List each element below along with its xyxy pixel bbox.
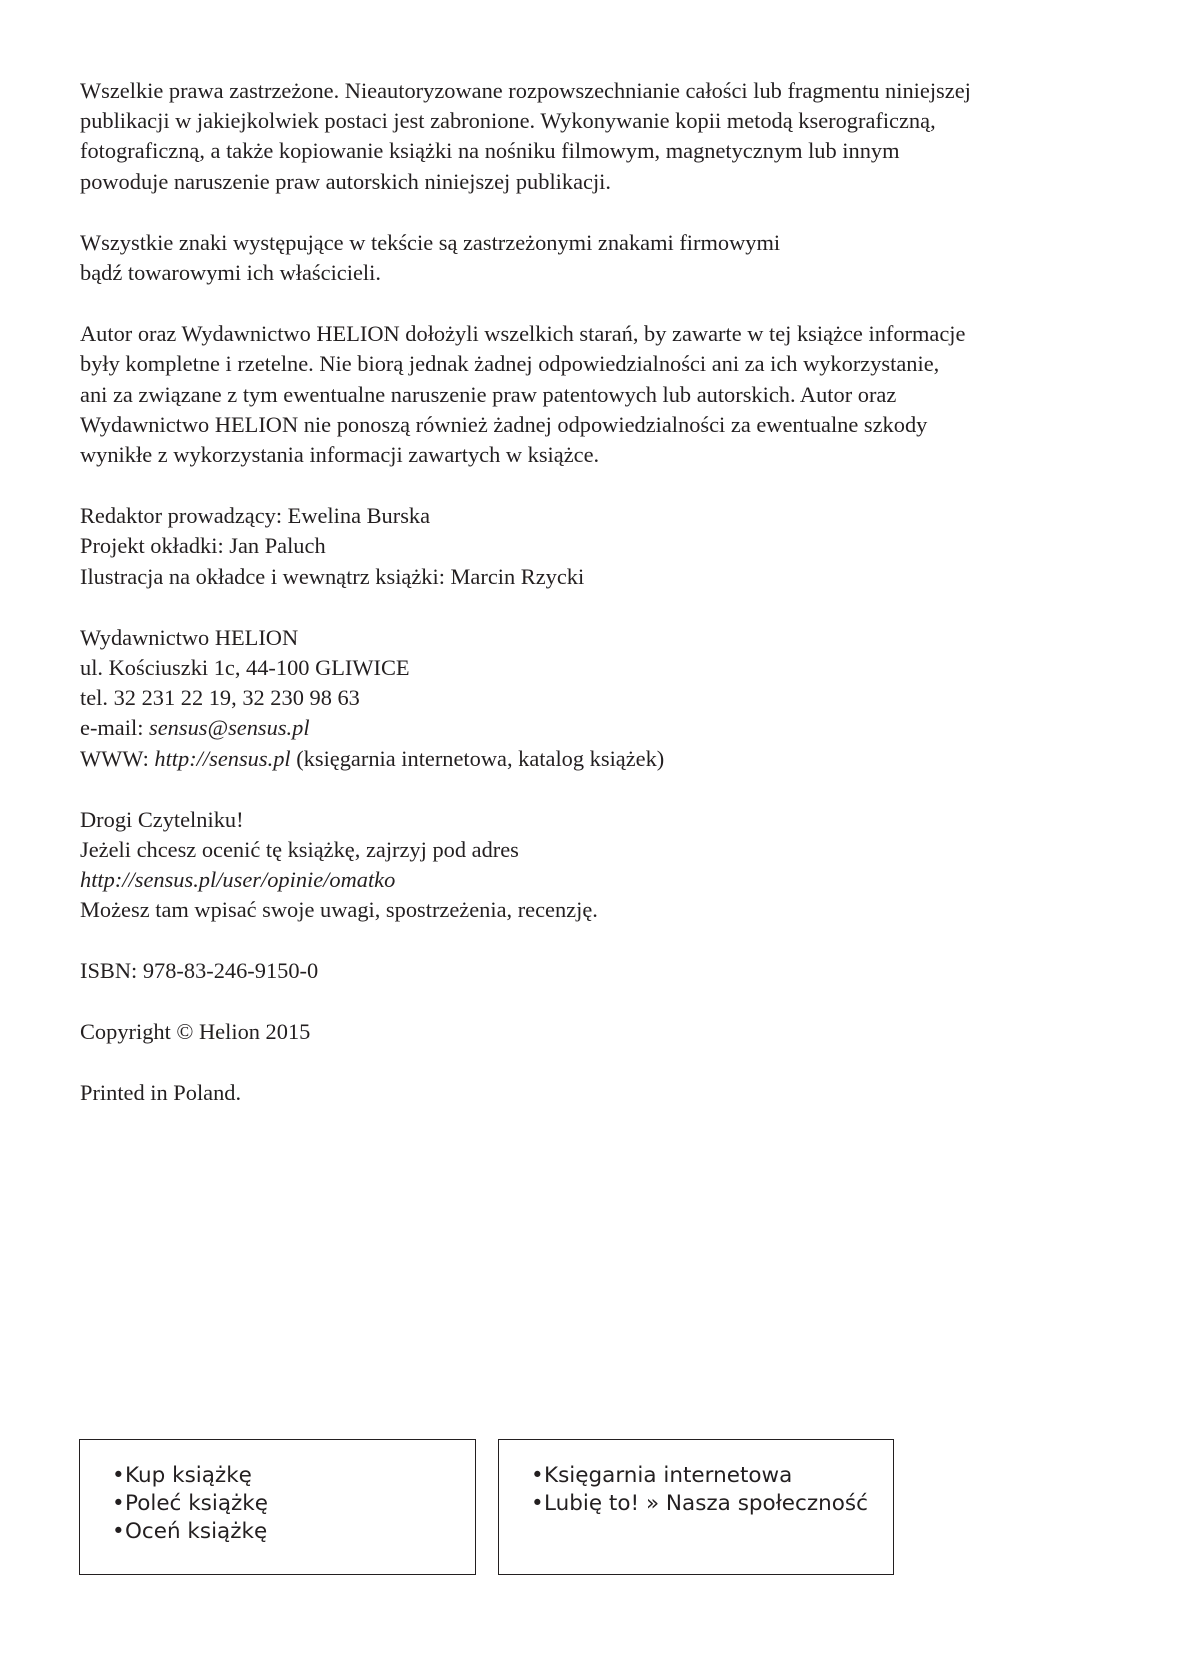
text-line: Wszystkie znaki występujące w tekście są zastrzeżonymi znakami firmowymi: [80, 229, 781, 255]
liability-notice: [80, 319, 1130, 470]
imprint-page: [80, 76, 1130, 1108]
text-line: Wszelkie prawa zastrzeżone. Nieautoryzowane rozpowszechnianie całości lub fragmentu niniejszej: [80, 78, 971, 103]
publisher-name: Wydawnictwo HELION: [80, 624, 299, 650]
online-bookstore-link[interactable]: [531, 1462, 893, 1490]
review-link[interactable]: http://sensus.pl/user/opinie/omatko: [80, 867, 396, 893]
printed-in: [80, 1078, 1130, 1108]
paragraph-gap: [80, 926, 1130, 956]
paragraph-gap: [80, 470, 1130, 501]
copyright: [80, 1017, 1130, 1047]
book-actions-box: [79, 1439, 476, 1575]
book-actions-list: [80, 1440, 475, 1546]
printed-text: Printed in Poland.: [80, 1080, 242, 1106]
publisher-email-line: [80, 713, 1130, 743]
paragraph-gap: [80, 1047, 1130, 1078]
buy-book-link[interactable]: [112, 1462, 475, 1490]
recommend-book-link[interactable]: [112, 1490, 475, 1518]
text-line: ani za związane z tym ewentualne naruszenie praw patentowych lub autorskich. Autor oraz: [80, 381, 897, 407]
text-line: fotograficzną, a także kopiowanie książki na nośniku filmowym, magnetycznym lub innym: [80, 138, 900, 164]
isbn-text: ISBN: 978-83-246-9150-0: [80, 957, 319, 983]
text-line: Wydawnictwo HELION nie ponoszą również żadnej odpowiedzialności za ewentualne szkody: [80, 411, 928, 437]
text-line: Autor oraz Wydawnictwo HELION dołożyli wszelkich starań, by zawarte w tej książce informacje: [80, 321, 966, 347]
credit-editor: Redaktor prowadzący: Ewelina Burska: [80, 503, 431, 529]
text-line: powoduje naruszenie praw autorskich niniejszej publikacji.: [80, 168, 611, 194]
paragraph-gap: [80, 197, 1130, 228]
reader-line: Jeżeli chcesz ocenić tę książkę, zajrzyj pod adres: [80, 837, 519, 863]
bullet-icon: •: [112, 1519, 125, 1544]
www-note: (księgarnia internetowa, katalog książek): [290, 745, 665, 771]
publisher-address: ul. Kościuszki 1c, 44-100 GLIWICE: [80, 655, 410, 681]
bullet-icon: •: [112, 1491, 125, 1516]
credit-illustration: Ilustracja na okładce i wewnątrz książki: Marcin Rzycki: [80, 563, 585, 589]
reader-line: Możesz tam wpisać swoje uwagi, spostrzeżenia, recenzję.: [80, 897, 598, 923]
paragraph-gap: [80, 774, 1130, 805]
isbn: [80, 956, 1130, 986]
paragraph-gap: [80, 288, 1130, 319]
publisher-phone: tel. 32 231 22 19, 32 230 98 63: [80, 685, 360, 711]
shop-links-list: [499, 1440, 893, 1518]
email-label: e-mail:: [80, 715, 150, 741]
publisher-info: [80, 623, 1130, 774]
bullet-icon: •: [112, 1463, 125, 1488]
rights-notice: [80, 76, 1130, 197]
paragraph-gap: [80, 986, 1130, 1017]
reader-note: [80, 805, 1130, 926]
text-line: publikacji w jakiejkolwiek postaci jest zabronione. Wykonywanie kopii metodą kserograficzną,: [80, 108, 936, 134]
email-link[interactable]: sensus@sensus.pl: [149, 715, 310, 741]
community-link[interactable]: [531, 1490, 893, 1518]
link-label: Poleć książkę: [125, 1491, 268, 1516]
text-line: bądź towarowymi ich właścicieli.: [80, 260, 381, 286]
www-label: WWW:: [80, 745, 155, 771]
text-line: wynikłe z wykorzystania informacji zawartych w książce.: [80, 442, 600, 468]
credit-cover: Projekt okładki: Jan Paluch: [80, 533, 326, 559]
credits: [80, 501, 1130, 592]
text-line: były kompletne i rzetelne. Nie biorą jednak żadnej odpowiedzialności ani za ich wykorzystanie,: [80, 351, 940, 377]
publisher-www-line: [80, 744, 1130, 774]
link-label: Kup książkę: [125, 1463, 252, 1488]
copyright-text: Copyright © Helion 2015: [80, 1018, 311, 1044]
shop-links-box: [498, 1439, 894, 1575]
reader-greeting: Drogi Czytelniku!: [80, 806, 244, 832]
link-label: Księgarnia internetowa: [544, 1463, 793, 1488]
link-label: Oceń książkę: [125, 1519, 268, 1544]
www-link[interactable]: http://sensus.pl: [154, 745, 291, 771]
bullet-icon: •: [531, 1463, 544, 1488]
rate-book-link[interactable]: [112, 1518, 475, 1546]
trademark-notice: [80, 228, 1130, 288]
link-label: Lubię to! » Nasza społeczność: [544, 1491, 868, 1516]
paragraph-gap: [80, 592, 1130, 623]
bullet-icon: •: [531, 1491, 544, 1516]
